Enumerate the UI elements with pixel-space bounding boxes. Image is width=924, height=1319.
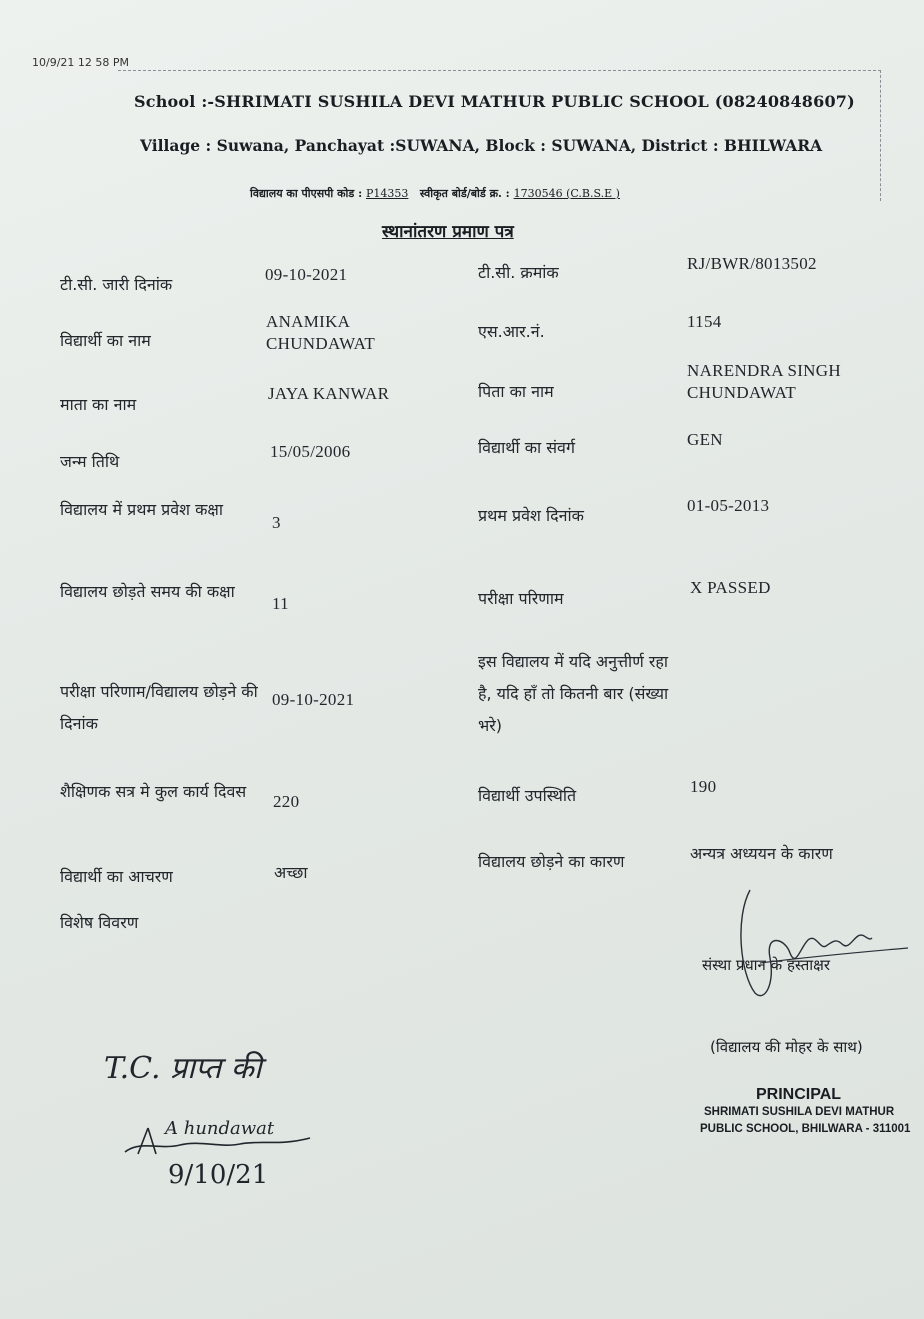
principal-school-line2: PUBLIC SCHOOL, BHILWARA - 311001 [700, 1123, 911, 1135]
tc-date-label: टी.सी. जारी दिनांक [60, 275, 173, 294]
leaving-reason-label: विद्यालय छोड़ने का कारण [478, 852, 625, 871]
conduct-value: अच्छा [274, 863, 308, 882]
school-codes [250, 186, 620, 201]
exam-result-label: परीक्षा परिणाम [478, 589, 564, 608]
category-label: विद्यार्थी का संवर्ग [478, 438, 575, 457]
print-timestamp: 10/9/21 12 58 PM [32, 56, 130, 69]
leaving-class-value: 11 [272, 594, 289, 613]
father-name-value: NARENDRA SINGH CHUNDAWAT [687, 361, 841, 402]
first-admission-class-value: 3 [272, 513, 281, 532]
student-name-label: विद्यार्थी का नाम [60, 331, 151, 350]
tc-number-label: टी.सी. क्रमांक [478, 263, 559, 282]
principal-title: PRINCIPAL [756, 1086, 842, 1103]
student-signature-text: A hundawat [165, 1118, 275, 1139]
leaving-class-label: विद्यालय छोड़ते समय की कक्षा [60, 582, 235, 601]
category-value: GEN [687, 430, 723, 449]
first-admission-date-value: 01-05-2013 [687, 496, 770, 515]
principal-school-line1: SHRIMATI SUSHILA DEVI MATHUR [704, 1106, 895, 1118]
failed-times-label: इस विद्यालय में यदि अनुत्तीर्ण रहा है, यदि हाँ तो कितनी बार (संख्या भरे) [478, 652, 669, 735]
attendance-label: विद्यार्थी उपस्थिति [478, 786, 577, 805]
board-label: स्वीकृत बोर्ड/बोर्ड क्र. : [419, 187, 510, 200]
working-days-value: 220 [273, 792, 300, 811]
exam-result-value: X PASSED [690, 578, 771, 597]
dob-label: जन्म तिथि [60, 452, 120, 471]
psp-code-label: विद्यालय का पीएसपी कोड : [250, 187, 363, 200]
board-number: 1730546 (C.B.S.E ) [513, 187, 620, 200]
dob-value: 15/05/2006 [270, 442, 351, 461]
sr-number-value: 1154 [687, 312, 722, 331]
student-name-value: ANAMIKA CHUNDAWAT [266, 312, 375, 353]
handwritten-received-note: T.C. प्राप्त की [104, 1051, 262, 1086]
special-remarks-label: विशेष विवरण [60, 913, 139, 932]
leaving-reason-value: अन्यत्र अध्ययन के कारण [690, 844, 833, 863]
father-name-label: पिता का नाम [478, 382, 554, 401]
attendance-value: 190 [690, 777, 717, 796]
handwritten-date: 9/10/21 [168, 1160, 269, 1190]
working-days-label: शैक्षिणक सत्र मे कुल कार्य दिवस [60, 782, 247, 801]
document-title: स्थानांतरण प्रमाण पत्र [382, 222, 514, 242]
principal-signature-scribble [730, 878, 910, 1008]
school-address: Village : Suwana, Panchayat :SUWANA, Block : SUWANA, District : BHILWARA [140, 136, 823, 155]
seal-note [710, 1032, 880, 1062]
mother-name-value: JAYA KANWAR [268, 384, 390, 403]
tc-number-value: RJ/BWR/8013502 [687, 254, 817, 273]
conduct-label: विद्यार्थी का आचरण [60, 867, 173, 886]
psp-code: P14353 [366, 187, 409, 200]
school-name: School :-SHRIMATI SUSHILA DEVI MATHUR PUBLIC SCHOOL (08240848607) [134, 92, 855, 111]
mother-name-label: माता का नाम [60, 395, 137, 414]
principal-signature-label: संस्था प्रधान के हस्ताक्षर [702, 956, 831, 974]
first-admission-date-label: प्रथम प्रवेश दिनांक [478, 506, 584, 525]
first-admission-class-label: विद्यालय में प्रथम प्रवेश कक्षा [60, 500, 223, 519]
tc-date-value: 09-10-2021 [265, 265, 348, 284]
result-leaving-date-value: 09-10-2021 [272, 690, 355, 709]
result-leaving-date-label: परीक्षा परिणाम/विद्यालय छोड़ने की दिनांक [60, 682, 258, 733]
seal-note-text: (विद्यालय की मोहर के साथ) [710, 1038, 863, 1056]
sr-number-label: एस.आर.नं. [478, 322, 545, 341]
